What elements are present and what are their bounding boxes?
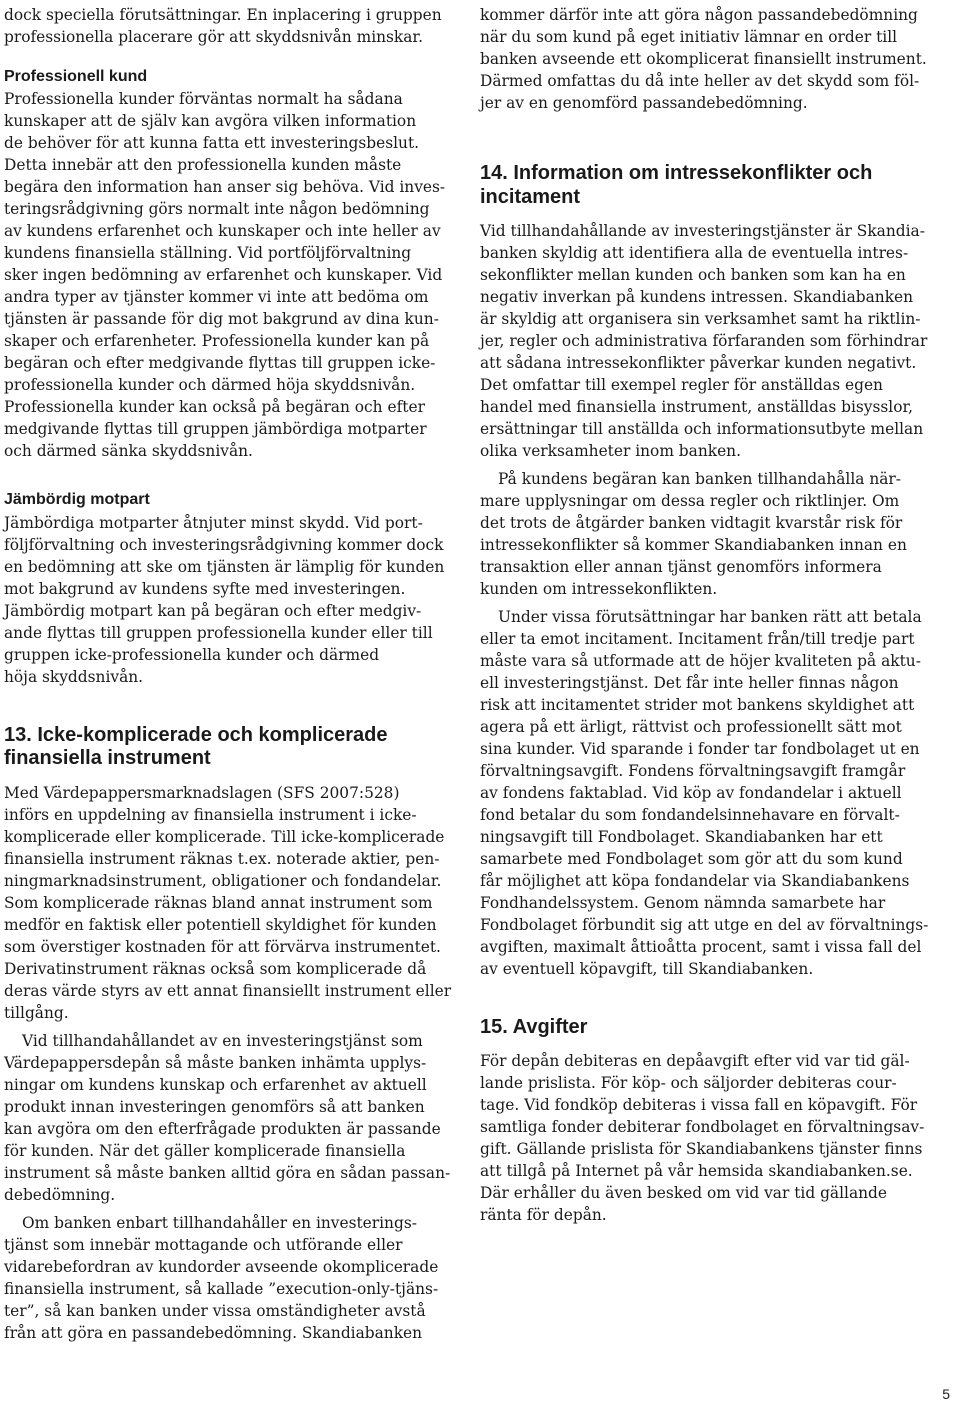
text-line: måste vara så utformade att de höjer kvaliteten på aktu- <box>480 652 921 670</box>
text-line-indented: Under vissa förutsättningar har banken rätt att betala <box>498 608 922 626</box>
subheading: Professionell kund <box>4 68 148 85</box>
text-line: de behöver för att kunna fatta ett investeringsbeslut. <box>4 134 420 152</box>
text-line: Professionella kunder förväntas normalt ha sådana <box>4 90 403 108</box>
text-line: höja skyddsnivån. <box>4 668 144 686</box>
text-line-indented: På kundens begäran kan banken tillhandahålla när- <box>498 470 901 488</box>
text-line: av eventuell köpavgift, till Skandiabanken. <box>480 960 814 978</box>
page-number: 5 <box>942 1386 950 1402</box>
text-line: Fondhandelssystem. Genom nämnda samarbete har <box>480 894 886 912</box>
text-line: begäran och efter medgivande flyttas till gruppen icke- <box>4 354 436 372</box>
subheading: Jämbördig motpart <box>4 491 150 508</box>
section-heading: 15. Avgifter <box>480 1016 588 1038</box>
text-line: samtliga fonder debiterar fondbolaget en förvaltningsav- <box>480 1118 925 1136</box>
text-line: jer, regler och administrativa förfaranden som förhindrar <box>480 332 928 350</box>
text-line: Jämbördiga motparter åtnjuter minst skydd. Vid port- <box>4 514 423 532</box>
text-line: införs en uppdelning av finansiella instrument i icke- <box>4 806 417 824</box>
text-line: Det omfattar till exempel regler för anställdas egen <box>480 376 883 394</box>
text-line: av fondens faktablad. Vid köp av fondandelar i aktuell <box>480 784 902 802</box>
text-line: vidarebefordran av kundorder avseende okomplicerade <box>4 1258 439 1276</box>
text-line: ningmarknadsinstrument, obligationer och fondandelar. <box>4 872 442 890</box>
text-line: debedömning. <box>4 1186 116 1204</box>
text-line: ell investeringstjänst. Det får inte heller finnas någon <box>480 674 899 692</box>
text-line: samarbete med Fondbolaget som gör att du som kund <box>480 850 903 868</box>
text-line: förvaltningsavgift. Fondens förvaltningsavgift framgår <box>480 762 906 780</box>
text-line: som överstiger kostnaden för att förvärva instrumentet. <box>4 938 441 956</box>
text-line: när du som kund på eget initiativ lämnar en order till <box>480 28 898 46</box>
text-line: Professionella kunder kan också på begäran och efter <box>4 398 425 416</box>
section-heading: finansiella instrument <box>4 747 211 769</box>
section-heading: 13. Icke-komplicerade och komplicerade <box>4 724 388 746</box>
text-line: sina kunder. Vid sparande i fonder tar fondbolaget ut en <box>480 740 920 758</box>
text-line: lande prislista. För köp- och säljorder debiteras cour- <box>480 1074 897 1092</box>
text-line-indented: Vid tillhandahållandet av en investeringstjänst som <box>22 1032 423 1050</box>
text-line: banken skyldig att identifiera alla de eventuella intres- <box>480 244 909 262</box>
text-line: avgiften, maximalt åttioåtta procent, samt i vissa fall del <box>480 938 922 956</box>
text-line: medgivande flyttas till gruppen jämbördiga motparter <box>4 420 427 438</box>
text-line: finansiella instrument, så kallade ”execution-only-tjäns- <box>4 1280 439 1298</box>
text-line: mare upplysningar om dessa regler och riktlinjer. Om <box>480 492 900 510</box>
text-line: komplicerade eller komplicerade. Till icke-komplicerade <box>4 828 445 846</box>
text-line: Derivatinstrument räknas också som komplicerade då <box>4 960 427 978</box>
text-line: kan avgöra om den efterfrågade produkten är passande <box>4 1120 441 1138</box>
text-line: Vid tillhandahållande av investeringstjänster är Skandia- <box>480 222 925 240</box>
text-line: teringsrådgivning görs normalt inte någon bedömning <box>4 200 430 218</box>
text-line: eller ta emot incitament. Incitament från/till tredje part <box>480 630 915 648</box>
text-line: tillgång. <box>4 1004 69 1022</box>
text-line: ningar om kundens kunskap och erfarenhet av aktuell <box>4 1076 427 1094</box>
text-line: för kunden. När det gäller komplicerade finansiella <box>4 1142 406 1160</box>
text-line: kundens finansiella ställning. Vid portföljförvaltning <box>4 244 412 262</box>
text-line: det trots de åtgärder banken vidtagit kvarstår risk för <box>480 514 903 532</box>
text-line: ande flyttas till gruppen professionella kunder eller till <box>4 624 433 642</box>
text-line: jer av en genomförd passandebedömning. <box>480 94 808 112</box>
text-line: sker ingen bedömning av erfarenhet och kunskaper. Vid <box>4 266 443 284</box>
text-line: tjänsten är passande för dig mot bakgrund av dina kun- <box>4 310 439 328</box>
text-line: Värdepappersdepån så måste banken inhämta upplys- <box>4 1054 427 1072</box>
text-line: deras värde styrs av ett annat finansiellt instrument eller <box>4 982 452 1000</box>
text-line: transaktion eller annan tjänst genomförs informera <box>480 558 882 576</box>
text-line: medför en faktisk eller potentiell skyldighet för kunden <box>4 916 437 934</box>
text-line: finansiella instrument räknas t.ex. noterade aktier, pen- <box>4 850 440 868</box>
text-line: begära den information han anser sig behöva. Vid inves- <box>4 178 446 196</box>
text-line: från att göra en passandebedömning. Skandiabanken <box>4 1324 423 1342</box>
text-line: att tillgå på Internet på vår hemsida skandiabanken.se. <box>480 1162 913 1180</box>
text-line: gruppen icke-professionella kunder och därmed <box>4 646 380 664</box>
section-heading: 14. Information om intressekonflikter och <box>480 162 873 184</box>
text-line: professionella kunder och därmed höja skyddsnivån. <box>4 376 416 394</box>
text-line: Därmed omfattas du då inte heller av det skydd som föl- <box>480 72 920 90</box>
text-line: skaper och erfarenheter. Professionella kunder kan på <box>4 332 430 350</box>
text-line: banken avseende ett okomplicerat finansiellt instrument. <box>480 50 927 68</box>
text-line: Där erhåller du även besked om vid var tid gällande <box>480 1184 888 1202</box>
text-line: handel med finansiella instrument, anställdas bisysslor, <box>480 398 914 416</box>
text-line: Jämbördig motpart kan på begäran och efter medgiv- <box>4 602 422 620</box>
text-line: Fondbolaget förbundit sig att utge en del av förvaltnings- <box>480 916 929 934</box>
text-line: mot bakgrund av kundens syfte med investeringen. <box>4 580 406 598</box>
text-line: agera på ett ärligt, rättvist och professionellt sätt mot <box>480 718 902 736</box>
text-line: Med Värdepappersmarknadslagen (SFS 2007:528) <box>4 784 400 802</box>
section-heading: incitament <box>480 186 581 208</box>
text-line: fond betalar du som fondandelsinnehavare en förvalt- <box>480 806 900 824</box>
text-line: kunden om intressekonflikten. <box>480 580 718 598</box>
text-line-indented: Om banken enbart tillhandahåller en investerings- <box>22 1214 417 1232</box>
text-line: tage. Vid fondköp debiteras i vissa fall en köpavgift. För <box>480 1096 918 1114</box>
text-line: en bedömning att ske om tjänsten är lämplig för kunden <box>4 558 445 576</box>
text-line: negativ inverkan på kundens intressen. Skandiabanken <box>480 288 914 306</box>
text-line: att sådana intressekonflikter påverkar kunden negativt. <box>480 354 917 372</box>
text-line: ränta för depån. <box>480 1206 607 1224</box>
text-line: är skyldig att organisera sin verksamhet samt ha riktlin- <box>480 310 921 328</box>
text-line: tjänst som innebär mottagande och utförande eller <box>4 1236 403 1254</box>
text-line: produkt innan investeringen genomförs så att banken <box>4 1098 425 1116</box>
text-line: får möjlighet att köpa fondandelar via Skandiabankens <box>480 872 910 890</box>
text-line: olika verksamheter inom banken. <box>480 442 741 460</box>
text-line: kommer därför inte att göra någon passandebedömning <box>480 6 918 24</box>
text-line: andra typer av tjänster kommer vi inte att bedöma om <box>4 288 429 306</box>
text-line: och därmed sänka skyddsnivån. <box>4 442 253 460</box>
text-line: ningsavgift till Fondbolaget. Skandiabanken har ett <box>480 828 883 846</box>
text-line: För depån debiteras en depåavgift efter vid var tid gäl- <box>480 1052 910 1070</box>
text-line: Som komplicerade räknas bland annat instrument som <box>4 894 433 912</box>
text-line: risk att incitamentet strider mot bankens skyldighet att <box>480 696 915 714</box>
text-line: kunskaper att de själv kan avgöra vilken information <box>4 112 417 130</box>
text-line: gift. Gällande prislista för Skandiabankens tjänster finns <box>480 1140 923 1158</box>
text-line: följförvaltning och investeringsrådgivning kommer dock <box>4 536 444 554</box>
text-line: av kundens erfarenhet och kunskaper och inte heller av <box>4 222 441 240</box>
text-line: instrument så måste banken alltid göra en sådan passan- <box>4 1164 451 1182</box>
text-line: dock speciella förutsättningar. En inplacering i gruppen <box>4 6 442 24</box>
text-line: Detta innebär att den professionella kunden måste <box>4 156 402 174</box>
text-line: intressekonflikter så kommer Skandiabanken innan en <box>480 536 907 554</box>
text-line: ter”, så kan banken under vissa omständigheter avstå <box>4 1302 426 1320</box>
text-line: sekonflikter mellan kunden och banken som kan ha en <box>480 266 906 284</box>
text-line: professionella placerare gör att skyddsnivån minskar. <box>4 28 423 46</box>
text-line: ersättningar till anställda och informationsutbyte mellan <box>480 420 924 438</box>
